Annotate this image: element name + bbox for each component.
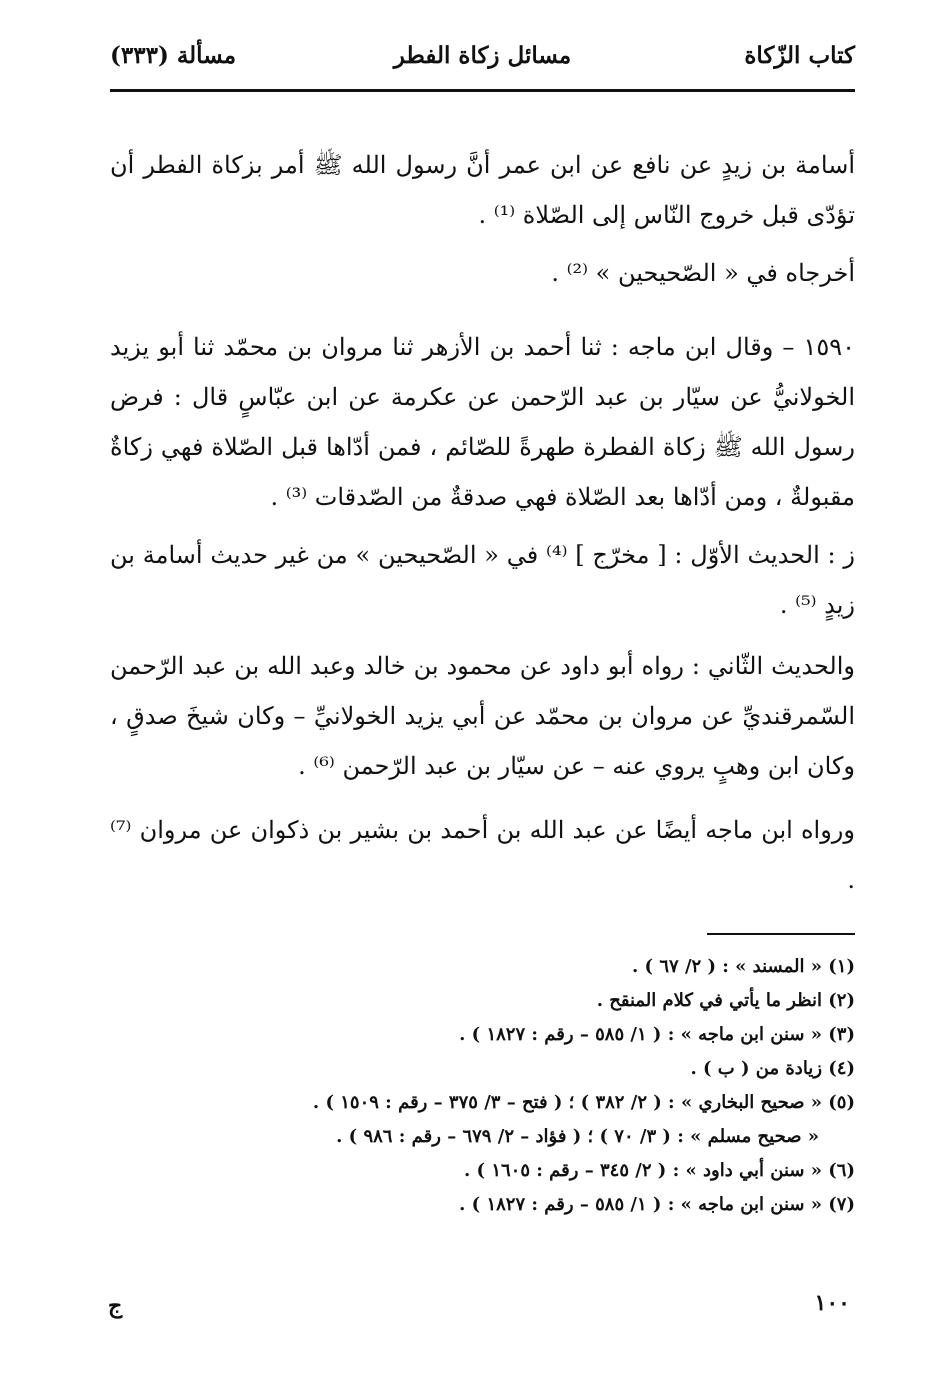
footnote-5-continued: « صحيح مسلم » : ( ٣/ ٧٠ ) ؛ ( فؤاد – ٢/ ٦٧٩ – رقم : ٩٨٦ ) . xyxy=(336,1126,819,1147)
header-issue-number: مسألة (٣٣٣) xyxy=(110,42,237,69)
footnote-divider xyxy=(707,933,855,935)
paragraph-1 xyxy=(110,140,855,240)
paragraph-text: أخرجاه في « الصّحيحين » ⁽²⁾ . xyxy=(551,259,855,287)
footnote-1: (١) « المسند » : ( ٢/ ٦٧ ) . xyxy=(632,956,855,977)
paragraph-5 xyxy=(110,641,855,791)
footnote-3: (٣) « سنن ابن ماجه » : ( ١/ ٥٨٥ – رقم : ١٨٢٧ ) . xyxy=(459,1024,855,1045)
footnote-7: (٧) « سنن ابن ماجه » : ( ١/ ٥٨٥ – رقم : ١٨٢٧ ) . xyxy=(459,1194,855,1215)
footnote-6: (٦) « سنن أبي داود » : ( ٢/ ٣٤٥ – رقم : ١٦٠٥ ) . xyxy=(464,1160,855,1181)
paragraph-3 xyxy=(110,322,855,522)
paragraph-2 xyxy=(110,248,855,298)
header-chapter-title: مسائل زكاة الفطر xyxy=(393,42,572,69)
paragraph-text: ز : الحديث الأوّل : [ مخرّج ] ⁽⁴⁾ في « الصّحيحين » من غير حديث أسامة بن زيدٍ ⁽⁵⁾ . xyxy=(110,541,856,619)
footnotes xyxy=(180,950,855,1222)
paragraph-4 xyxy=(110,530,855,630)
header-divider xyxy=(110,89,855,92)
paragraph-text: ورواه ابن ماجه أيضًا عن عبد الله بن أحمد بن بشير بن ذكوان عن مروان ⁽⁷⁾ . xyxy=(110,816,855,894)
footnote-2: (٢) انظر ما يأتي في كلام المنقح . xyxy=(596,990,855,1011)
footnote-4: (٤) زيادة من ( ب ) . xyxy=(690,1058,855,1079)
paragraph-text: ١٥٩٠ – وقال ابن ماجه : ثنا أحمد بن الأزهر ثنا مروان بن محمّد ثنا أبو يزيد الخولانيُّ عن سيّار بن عبد الرّحمن عن عكرمة عن ابن عبّاسٍ قال : فرض رسول الله ﷺ زكاة الفطرة طهرةً للصّائم ، فمن أدّاها قبل الصّلاة فهي زكاةٌ مقبولةٌ ، ومن أدّاها بعد الصّلاة فهي صدقةٌ من الصّدقات ⁽³⁾ . xyxy=(110,333,855,511)
running-header xyxy=(110,42,855,82)
page-number: ١٠٠ xyxy=(814,1290,850,1316)
paragraph-text: أسامة بن زيدٍ عن نافع عن ابن عمر أنَّ رسول الله ﷺ أمر بزكاة الفطر أن تؤدّى قبل خروج النّاس إلى الصّلاة ⁽¹⁾ . xyxy=(110,151,855,229)
footnote-5: (٥) « صحيح البخاري » : ( ٢/ ٣٨٢ ) ؛ ( فتح – ٣/ ٣٧٥ – رقم : ١٥٠٩ ) . xyxy=(312,1092,855,1113)
paragraph-text: والحديث الثّاني : رواه أبو داود عن محمود بن خالد وعبد الله بن عبد الرّحمن السّمرقنديِّ عن مروان بن محمّد عن أبي يزيد الخولانيِّ – وكان شيخَ صدقٍ ، وكان ابن وهبٍ يروي عنه – عن سيّار بن عبد الرّحمن ⁽⁶⁾ . xyxy=(110,652,856,780)
header-book-title: كتاب الزّكاة xyxy=(744,42,855,69)
paragraph-6 xyxy=(110,805,855,905)
volume-mark: ج xyxy=(108,1293,123,1319)
